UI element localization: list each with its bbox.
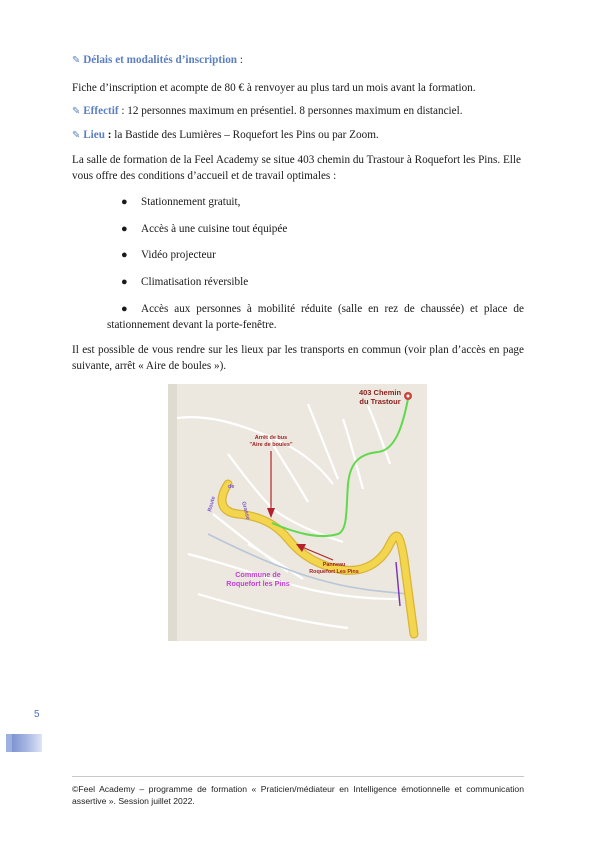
pin-icon: ✎ [72,55,81,66]
lieu-text: la Bastide des Lumières – Roquefort les Pins ou par Zoom. [111,129,379,141]
bullet-dot: ● [121,223,128,235]
bullet-dot: ● [121,303,128,315]
bullet-dot: ● [121,249,128,261]
panneau-label-1: Panneau [322,562,346,568]
location-paragraph: La salle de formation de la Feel Academy se situe 403 chemin du Trastour à Roquefort les Pins. Elle vous offre des conditions d’accueil et de travail optimales : [72,154,521,183]
route-label: Route [207,495,217,513]
route-label: de [228,484,235,490]
bullet-item: Stationnement gratuit, [141,196,241,208]
bus-stop-label-1: Arrêt de bus [254,435,288,441]
section-delais [72,52,524,69]
transport-paragraph: Il est possible de vous rendre sur les lieux par les transports en commun (voir plan d’accès en page suivante, arrêt « Aire de boules »). [72,344,524,373]
lieu-heading: Lieu [83,129,105,141]
bullet-dot: ● [121,276,128,288]
inscription-paragraph: Fiche d’inscription et acompte de 80 € à renvoyer au plus tard un mois avant la formation. [72,82,476,94]
bus-stop-label-2: "Aire de boules" [249,442,293,448]
panneau-label-2: Roquefort Les Pins [309,569,359,575]
section-lieu [72,127,524,144]
delais-colon: : [237,54,243,66]
accessibility-text: Accès aux personnes à mobilité réduite (salle en rez de chaussée) et place de stationnement devant la porte-fenêtre. [107,303,524,332]
destination-label-1: 403 Chemin [358,388,402,397]
bullet-dot: ● [121,196,128,208]
delais-heading: Délais et modalités d’inscription [83,54,238,66]
effectif-text: : 12 personnes maximum en présentiel. 8 personnes maximum en distanciel. [118,105,463,117]
footer-divider [72,776,524,777]
effectif-heading: Effectif [83,105,119,117]
page-tab-edge [6,734,12,752]
pin-icon: ✎ [72,106,81,117]
bullet-item-accessibility [107,301,524,333]
page-number: 5 [34,709,40,720]
commune-label-1: Commune de [235,570,281,579]
bullet-item: Accès à une cuisine tout équipée [141,223,288,235]
access-map [168,384,427,641]
lieu-colon: : [104,129,112,141]
commune-label-2: Roquefort les Pins [226,579,290,588]
bullet-item: Climatisation réversible [141,276,249,288]
section-effectif [72,103,524,120]
route-label: Grasse [240,500,251,521]
footer-text: ©Feel Academy – programme de formation « Praticien/médiateur en Intelligence émotionnelle et communication assertive ». Session juillet 2022. [72,784,524,807]
bullet-item: Vidéo projecteur [141,249,216,261]
pin-icon: ✎ [72,130,81,141]
destination-label-2: du Trastour [359,397,401,406]
